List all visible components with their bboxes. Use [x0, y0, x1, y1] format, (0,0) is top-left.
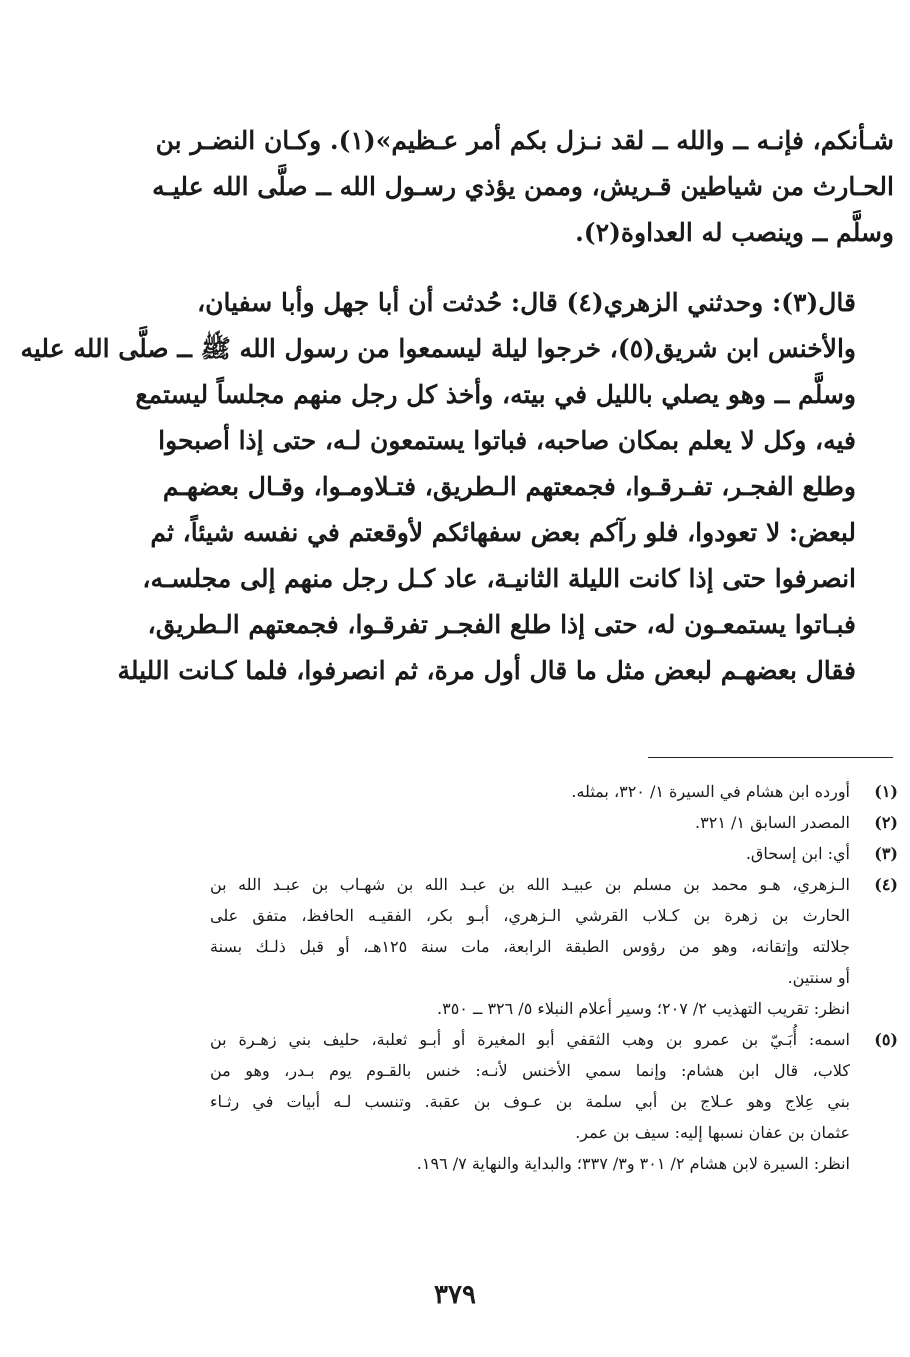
text-line: انصرفوا حتى إذا كانت الليلة الثانيـة، عاد كـل رجل منهم إلى مجلسـه،	[142, 564, 856, 593]
footnote-4	[210, 869, 898, 1024]
text-line: قال(٣): وحدثني الزهري(٤) قال: حُدثت أن أبا جهل وأبا سفيان،	[197, 288, 856, 317]
text-line: والأخنس ابن شريق(٥)، خرجوا ليلة ليسمعوا من رسول الله ﷺ ــ صلَّى الله عليه	[20, 334, 856, 363]
text-line: شـأنكم، فإنـه ــ والله ــ لقد نـزل بكم أمر عـظيم»(١). وكـان النضـر بن	[155, 126, 894, 155]
footnote-line: كلاب، قال ابن هشام: وإنما سمي الأخنس لأنـه: خنس بالقـوم يوم بـدر، وهو من	[210, 1061, 850, 1080]
footnote-number: (٤)	[874, 875, 898, 894]
footnote-line: الـزهري، هـو محمد بن مسلم بن عبيـد الله بن عبـد الله بن شهـاب بن عبـد الله بن	[210, 875, 850, 894]
main-text	[20, 118, 894, 694]
footnote-line: الحارث بن زهرة بن كـلاب القرشي الـزهري، أبـو بكر، الفقيـه الحافظ، متفق على	[210, 906, 850, 925]
footnote-line: المصدر السابق ١/ ٣٢١.	[695, 813, 850, 832]
footnote-body	[210, 838, 850, 869]
footnote-line: عثمان بن عفان نسبها إليه: سيف بن عمر.	[575, 1123, 850, 1142]
text-line: وطلع الفجـر، تفـرقـوا، فجمعتهم الـطريق، فتـلاومـوا، وقـال بعضهـم	[162, 472, 856, 501]
footnote-line: بني عِلاج وهو عـلاج بن أبي سلمة بن عـوف بن عقبة. وتنسب لـه أبيات في رثـاء	[210, 1092, 851, 1111]
footnote-line: أي: ابن إسحاق.	[745, 844, 850, 863]
footnote-number: (٢)	[874, 813, 898, 832]
footnote-line: أو سنتين.	[787, 968, 850, 987]
paragraph-2	[20, 280, 894, 694]
footnote-line: اسمه: أُبَـيّ بن عمرو بن وهب الثقفي أبو المغيرة أو أبـو ثعلبة، حليف بني زهـرة بن	[210, 1030, 850, 1049]
text-line: الحـارث من شياطين قـريش، وممن يؤذي رسـول الله ــ صلَّى الله عليـه	[152, 172, 894, 201]
footnote-separator	[648, 757, 893, 758]
text-line: وسلَّم ــ وهو يصلي بالليل في بيته، وأخذ كل رجل منهم مجلساً ليستمع	[135, 380, 856, 409]
footnote-number: (٥)	[874, 1030, 898, 1049]
footnote-body	[210, 1024, 850, 1179]
footnote-5	[210, 1024, 898, 1179]
text-line: وسلَّم ــ وينصب له العداوة(٢).	[575, 218, 894, 247]
footnote-body	[210, 807, 850, 838]
footnote-3	[210, 838, 898, 869]
text-line: فبـاتوا يستمعـون له، حتى إذا طلع الفجـر تفرقـوا، فجمعتهم الـطريق،	[147, 610, 856, 639]
footnote-reference: انظر: السيرة لابن هشام ٢/ ٣٠١ و٣/ ٣٣٧؛ والبداية والنهاية ٧/ ١٩٦.	[416, 1154, 850, 1173]
text-line: فقال بعضهـم لبعض مثل ما قال أول مرة، ثم انصرفوا، فلما كـانت الليلة	[117, 656, 856, 685]
footnote-number: (١)	[874, 782, 898, 801]
footnote-line: جلالته وإتقانه، وهو من رؤوس الطبقة الرابعة، مات سنة ١٢٥هـ، أو قبل ذلـك بسنة	[210, 937, 850, 956]
page-number: ٣٧٩	[434, 1280, 476, 1310]
footnote-reference: انظر: تقريب التهذيب ٢/ ٢٠٧؛ وسير أعلام النبلاء ٥/ ٣٢٦ ــ ٣٥٠.	[437, 999, 850, 1018]
footnote-2	[210, 807, 898, 838]
footnote-body	[210, 869, 850, 1024]
footnotes	[210, 776, 898, 1179]
paragraph-1	[152, 118, 894, 256]
footnote-body	[210, 776, 850, 807]
text-line: لبعض: لا تعودوا، فلو رآكم بعض سفهائكم لأوقعتم في نفسه شيئاً، ثم	[150, 518, 856, 547]
footnote-line: أورده ابن هشام في السيرة ١/ ٣٢٠، بمثله.	[571, 782, 850, 801]
footnote-number: (٣)	[874, 844, 898, 863]
text-line: فيه، وكل لا يعلم بمكان صاحبه، فباتوا يستمعون لـه، حتى إذا أصبحوا	[158, 426, 856, 455]
footnote-1	[210, 776, 898, 807]
